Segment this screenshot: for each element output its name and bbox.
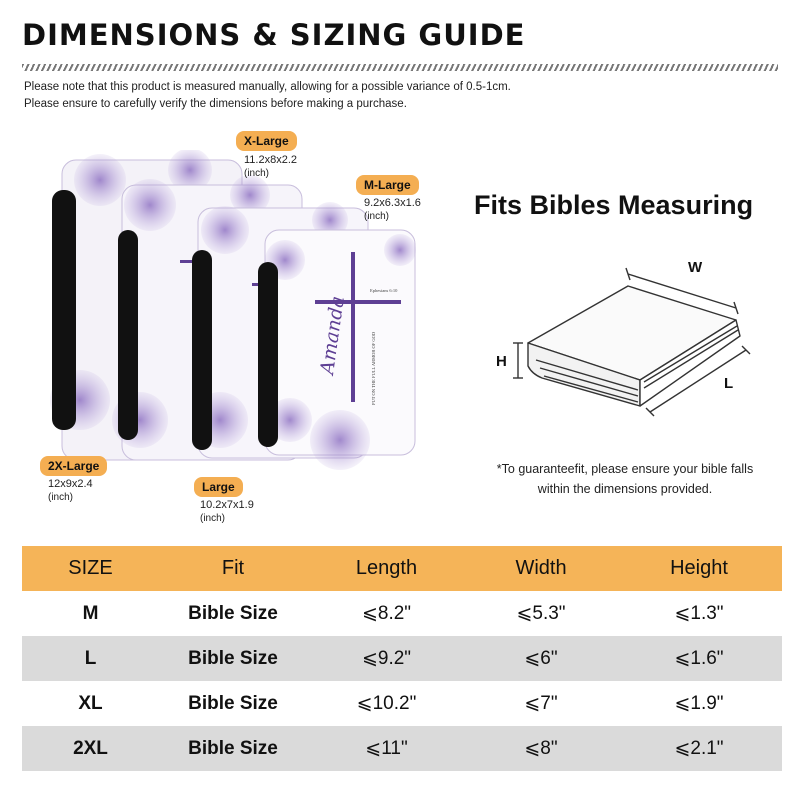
header-size: SIZE: [68, 557, 113, 579]
size-cell: L: [84, 647, 97, 669]
bible-covers-illustration: [40, 150, 420, 480]
table-row: [22, 726, 782, 771]
fits-bibles-title: Fits Bibles Measuring: [474, 190, 754, 220]
width-cell: ⩽7": [524, 693, 558, 714]
header-fit: Fit: [221, 557, 245, 579]
table-row: [22, 591, 782, 636]
height-cell: ⩽1.9": [674, 693, 724, 714]
tag-2x-large: 2X-Large: [40, 456, 107, 476]
fit-cell: Bible Size: [188, 602, 278, 624]
bible-diagram: [488, 248, 758, 428]
dims-m-large: 9.2x6.3x1.6 (inch): [364, 197, 421, 222]
verse-text: PUT ON THE FULL ARMOR OF GOD: [371, 331, 376, 405]
table-header-row: [22, 546, 782, 591]
width-cell: ⩽8": [524, 738, 558, 759]
fit-cell: Bible Size: [188, 692, 278, 714]
page-title: DIMENSIONS & SIZING GUIDE: [22, 18, 526, 52]
hatch-divider: [22, 64, 778, 71]
sizing-table: [22, 546, 782, 771]
fit-cell: Bible Size: [188, 647, 278, 669]
verse-ref: Ephesians 6:10: [370, 288, 398, 293]
tag-m-large: M-Large: [356, 175, 419, 195]
tag-large: Large: [194, 477, 243, 497]
verify-note: Please ensure to carefully verify the dimensions before making a purchase.: [24, 98, 407, 110]
tag-x-large: X-Large: [236, 131, 297, 151]
dims-x-large: 11.2x8x2.2 (inch): [244, 154, 298, 179]
header-length: Length: [355, 557, 418, 579]
header-width: Width: [515, 557, 567, 579]
w-label: W: [688, 259, 703, 276]
table-row: [22, 636, 782, 681]
fit-footnote-line2: within the dimensions provided.: [537, 482, 713, 496]
size-cell: 2XL: [73, 737, 108, 759]
length-cell: ⩽9.2": [361, 648, 412, 669]
length-cell: ⩽8.2": [361, 603, 412, 624]
length-cell: ⩽11": [365, 738, 408, 759]
size-cell: XL: [78, 692, 103, 714]
header-height: Height: [670, 557, 728, 579]
width-cell: ⩽6": [524, 648, 558, 669]
name-script: Amanda: [316, 294, 349, 376]
height-cell: ⩽2.1": [674, 738, 724, 759]
width-cell: ⩽5.3": [516, 603, 566, 624]
length-cell: ⩽10.2": [356, 693, 417, 714]
measurement-note: Please note that this product is measured manually, allowing for a possible variance of 0.5-1cm.: [24, 81, 511, 93]
h-label: H: [496, 353, 507, 370]
table-row: [22, 681, 782, 726]
size-cell: M: [82, 602, 99, 624]
height-cell: ⩽1.6": [674, 648, 724, 669]
fit-cell: Bible Size: [188, 737, 278, 759]
l-label: L: [724, 375, 734, 392]
dims-large: 10.2x7x1.9 (inch): [200, 499, 254, 524]
height-cell: ⩽1.3": [674, 603, 724, 624]
fit-footnote-line1: *To guaranteefit, please ensure your bible falls: [496, 462, 754, 476]
dims-2x-large: 12x9x2.4 (inch): [48, 478, 93, 503]
